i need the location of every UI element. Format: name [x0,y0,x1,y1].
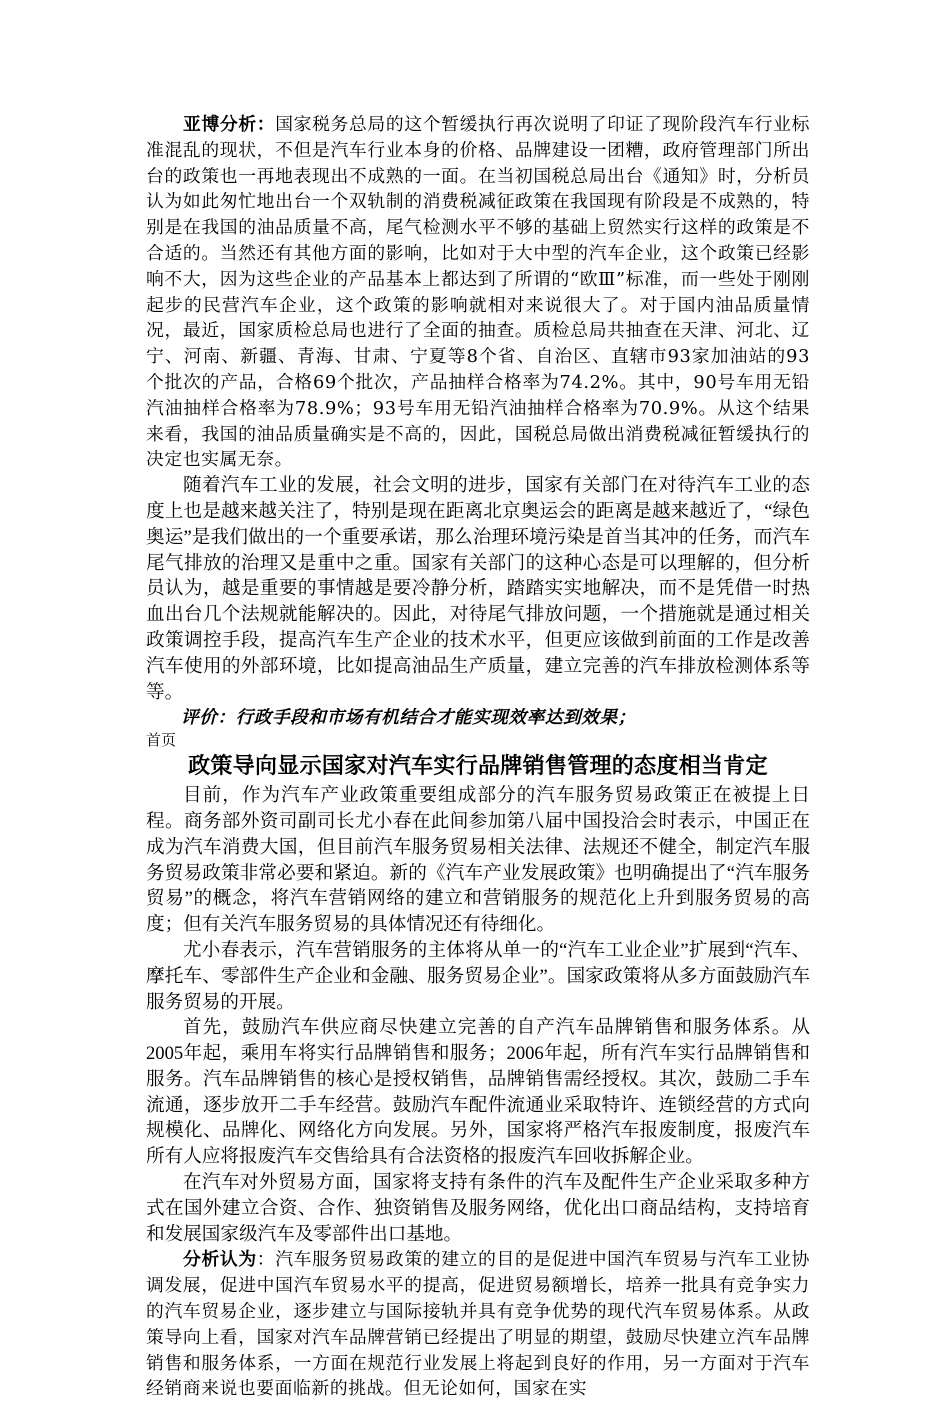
analysis-label: 分析认为 [183,1249,257,1271]
yabo-analysis-text: 国家税务总局的这个暂缓执行再次说明了印证了现阶段汽车行业标准混乱的现状，不但是汽车行业本身的价格、品牌建设一团糟，政府管理部门所出台的政策也一再地表现出不成熟的一面。在当初国税总局出台《通知》时，分析员认为如此匆忙地出台一个双轨制的消费税减征政策在我国现有阶段是不成熟的，特别是在我国的油品质量不高，尾气检测水平不够的基础上贸然实行这样的政策是不合适的。当然还有其他方面的影响，比如对于大中型的汽车企业，这个政策已经影响不大，因为这些企业的产品基本上都达到了所谓的“欧Ⅲ”标准，而一些处于刚刚起步的民营汽车企业，这个政策的影响就相对来说很大了。对于国内油品质量情况，最近，国家质检总局也进行了全面的抽查。质检总局共抽查在天津、河北、辽宁、河南、新疆、青海、甘肃、宁夏等8个省、自治区、直辖市93家加油站的93个批次的产品，合格69个批次，产品抽样合格率为74.2%。其中，90号车用无铅汽油抽样合格率为78.9%；93号车用无铅汽油抽样合格率为70.9%。从这个结果来看，我国的油品质量确实是不高的，因此，国税总局做出消费税减征暂缓执行的决定也实属无奈。 [146,114,810,471]
article-paragraph-4: 在汽车对外贸易方面，国家将支持有条件的汽车及配件生产企业采取多种方式在国外建立合资、合作、独资销售及服务网络，优化出口商品结构，支持培育和发展国家级汽车及零部件出口基地。 [146,1172,810,1245]
document-page [146,112,810,1402]
olympics-paragraph: 随着汽车工业的发展，社会文明的进步，国家有关部门在对待汽车工业的态度上也是越来越关注了，特别是现在距离北京奥运会的距离是越来越近了，“绿色奥运”是我们做出的一个重要承诺，那么治理环境污染是首当其冲的任务，而汽车尾气排放的治理又是重中之重。国家有关部门的这种心态是可以理解的，但分析员认为，越是重要的事情越是要冷静分析，踏踏实实地解决，而不是凭借一时热血出台几个法规就能解决的。因此，对待尾气排放问题，一个措施就是通过相关政策调控手段，提高汽车生产企业的技术水平，但更应该做到前面的工作是改善汽车使用的外部环境，比如提高油品生产质量，建立完善的汽车排放检测体系等等。 [146,475,810,703]
yabo-analysis-label: 亚博分析： [183,114,276,135]
article-paragraph-3: 首先，鼓励汽车供应商尽快建立完善的自产汽车品牌销售和服务体系。从2005年起，乘用车将实行品牌销售和服务；2006年起，所有汽车实行品牌销售和服务。汽车品牌销售的核心是授权销售，品牌销售需经授权。其次，鼓励二手车流通，逐步放开二手车经营。鼓励汽车配件流通业采取特许、连锁经营的方式向规模化、品牌化、网络化方向发展。另外，国家将严格汽车报废制度，报废汽车所有人应将报废汽车交售给具有合法资格的报废汽车回收拆解企业。 [146,1017,810,1168]
analysis-paragraph [146,1247,810,1402]
yabo-analysis-paragraph [146,112,810,473]
article-title: 政策导向显示国家对汽车实行品牌销售管理的态度相当肯定 [188,754,768,780]
home-link[interactable]: 首页 [146,733,177,750]
analysis-text: ：汽车服务贸易政策的建立的目的是促进中国汽车贸易与汽车工业协调发展，促进中国汽车贸易水平的提高，促进贸易额增长，培养一批具有竞争实力的汽车贸易企业，逐步建立与国际接轨并具有竞争优势的现代汽车贸易体系。从政策导向上看，国家对汽车品牌营销已经提出了明显的期望，鼓励尽快建立汽车品牌销售和服务体系，一方面在规范行业发展上将起到良好的作用，另一方面对于汽车经销商来说也要面临新的挑战。但无论如何，国家在实 [146,1249,810,1400]
evaluation-line: 评价：行政手段和市场有机结合才能实现效率达到效果； [181,707,636,729]
article-paragraph-2: 尤小春表示，汽车营销服务的主体将从单一的“汽车工业企业”扩展到“汽车、摩托车、零部件生产企业和金融、服务贸易企业”。国家政策将从多方面鼓励汽车服务贸易的开展。 [146,939,810,1013]
article-paragraph-1: 目前，作为汽车产业政策重要组成部分的汽车服务贸易政策正在被提上日程。商务部外资司副司长尤小春在此间参加第八届中国投洽会时表示，中国正在成为汽车消费大国，但目前汽车服务贸易相关法律、法规还不健全，制定汽车服务贸易政策非常必要和紧迫。新的《汽车产业发展政策》也明确提出了“汽车服务贸易”的概念，将汽车营销网络的建立和营销服务的规范化上升到服务贸易的高度；但有关汽车服务贸易的具体情况还有待细化。 [146,785,810,936]
